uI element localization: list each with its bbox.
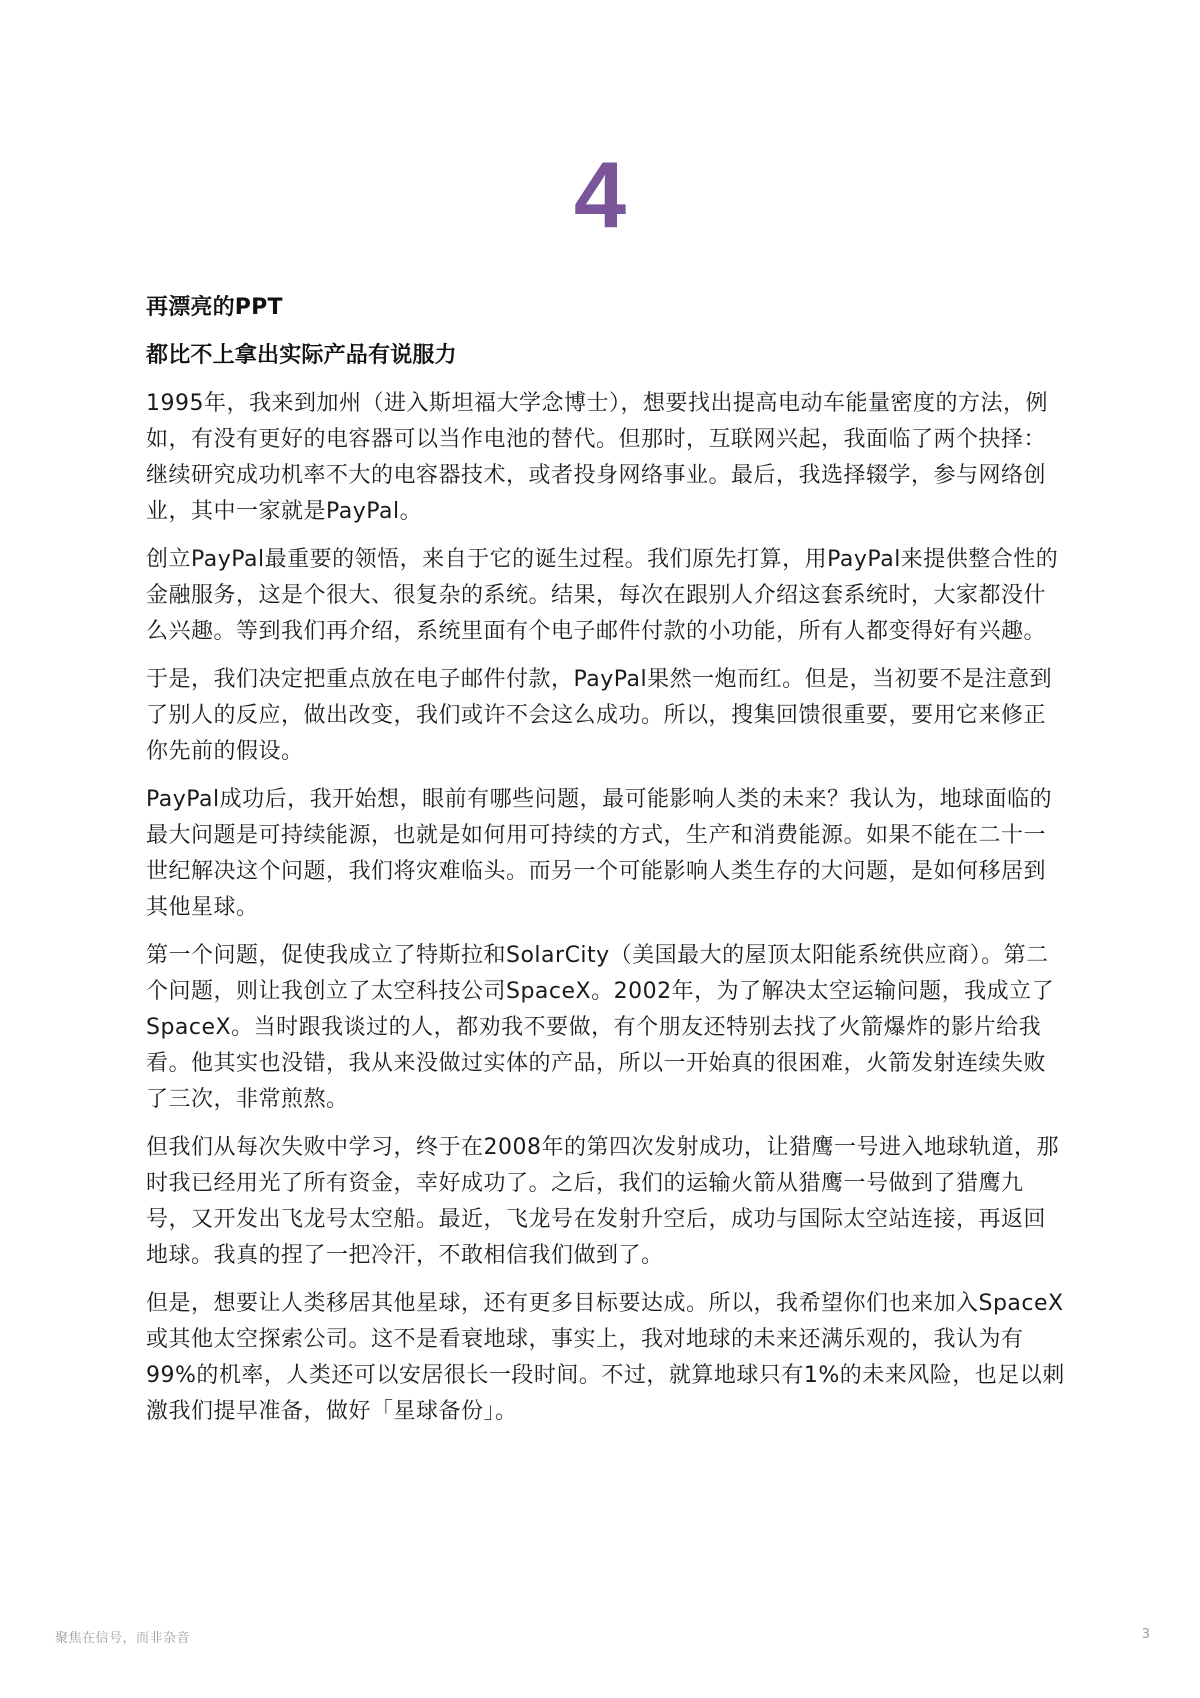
section-title-line-2: 都比不上拿出实际产品有说服力	[146, 343, 457, 368]
footer-tagline: 聚焦在信号，而非杂音	[55, 1631, 191, 1646]
paragraph: 于是，我们决定把重点放在电子邮件付款，PayPal果然一炮而红。但是，当初要不是注意到了别人的反应，做出改变，我们或许不会这么成功。所以，搜集回馈很重要，要用它来修正你先前的假设。	[146, 667, 1053, 764]
section-title-line-1: 再漂亮的PPT	[146, 295, 283, 320]
paragraph: 但是，想要让人类移居其他星球，还有更多目标要达成。所以，我希望你们也来加入SpaceX或其他太空探索公司。这不是看衰地球，事实上，我对地球的未来还满乐观的，我认为有99%的机率，人类还可以安居很长一段时间。不过，就算地球只有1%的未来风险，也足以刺激我们提早准备，做好「星球备份」。	[146, 1291, 1065, 1424]
paragraph: 创立PayPal最重要的领悟，来自于它的诞生过程。我们原先打算，用PayPal来提供整合性的金融服务，这是个很大、很复杂的系统。结果，每次在跟别人介绍这套系统时，大家都没什么兴趣。等到我们再介绍，系统里面有个电子邮件付款的小功能，所有人都变得好有兴趣。	[146, 547, 1059, 644]
paragraph: 第一个问题，促使我成立了特斯拉和SolarCity（美国最大的屋顶太阳能系统供应商）。第二个问题，则让我创立了太空科技公司SpaceX。2002年，为了解决太空运输问题，我成立了SpaceX。当时跟我谈过的人，都劝我不要做，有个朋友还特别去找了火箭爆炸的影片给我看。他其实也没错，我从来没做过实体的产品，所以一开始真的很困难，火箭发射连续失败了三次，非常煎熬。	[146, 943, 1055, 1112]
chapter-number: 4	[573, 142, 627, 247]
page-number: 3	[1141, 1627, 1150, 1642]
article-body	[146, 292, 1066, 1442]
paragraph: 1995年，我来到加州（进入斯坦福大学念博士），想要找出提高电动车能量密度的方法，例如，有没有更好的电容器可以当作电池的替代。但那时，互联网兴起，我面临了两个抉择：继续研究成功机率不大的电容器技术，或者投身网络事业。最后，我选择辍学，参与网络创业，其中一家就是PayPal。	[146, 391, 1048, 524]
paragraph: 但我们从每次失败中学习，终于在2008年的第四次发射成功，让猎鹰一号进入地球轨道，那时我已经用光了所有资金，幸好成功了。之后，我们的运输火箭从猎鹰一号做到了猎鹰九号，又开发出飞龙号太空船。最近，飞龙号在发射升空后，成功与国际太空站连接，再返回地球。我真的捏了一把冷汗，不敢相信我们做到了。	[146, 1135, 1059, 1268]
paragraph: PayPal成功后，我开始想，眼前有哪些问题，最可能影响人类的未来？我认为，地球面临的最大问题是可持续能源，也就是如何用可持续的方式，生产和消费能源。如果不能在二十一世纪解决这个问题，我们将灾难临头。而另一个可能影响人类生存的大问题，是如何移居到其他星球。	[146, 787, 1053, 920]
